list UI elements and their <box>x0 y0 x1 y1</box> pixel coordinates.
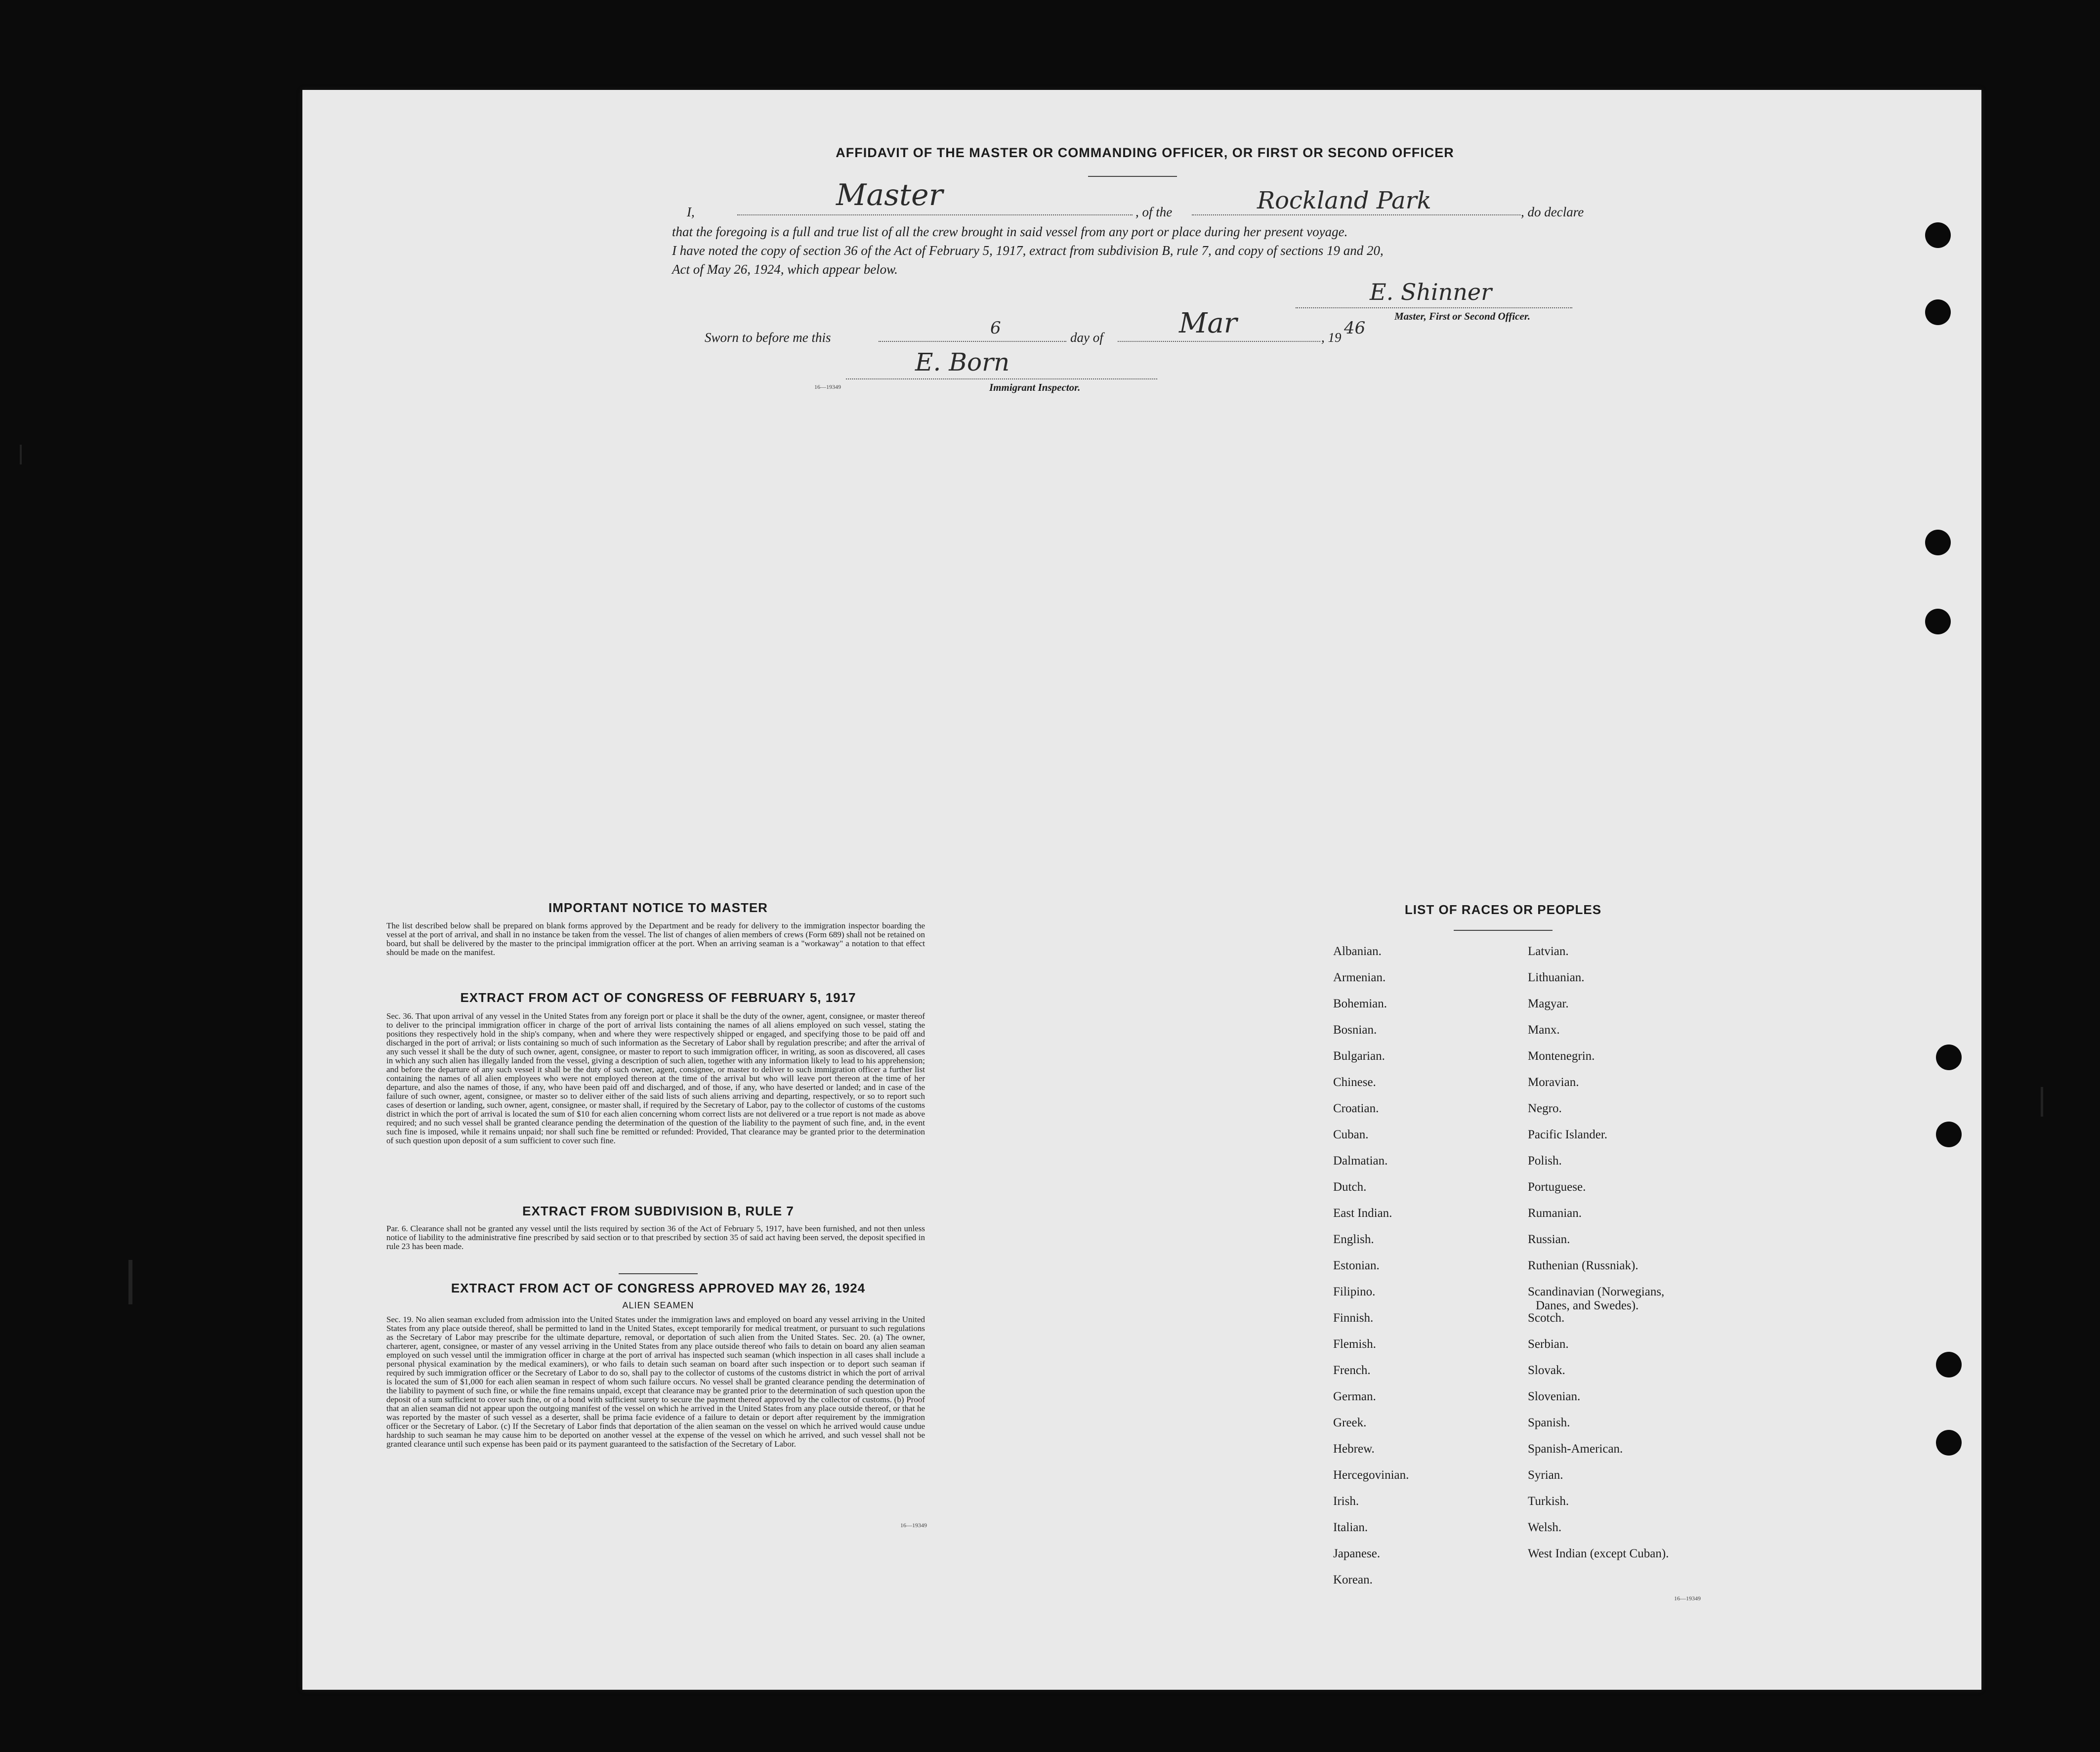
race-item: Syrian. <box>1528 1468 1563 1482</box>
sworn-day-of: day of <box>1070 330 1103 345</box>
race-item: Korean. <box>1333 1573 1373 1586</box>
signature-caption: Master, First or Second Officer. <box>1394 310 1530 322</box>
punch-hole <box>1925 299 1951 325</box>
race-item: Filipino. <box>1333 1285 1376 1298</box>
month-blank <box>1118 341 1320 342</box>
affidavit-of-the: , of the <box>1135 205 1173 219</box>
race-item: Montenegrin. <box>1528 1049 1595 1063</box>
race-item: Chinese. <box>1333 1076 1376 1089</box>
handwritten-signature: E. Shinner <box>1370 279 1492 305</box>
punch-hole <box>1936 1352 1962 1377</box>
race-item: Irish. <box>1333 1495 1359 1508</box>
race-item: Albanian. <box>1333 945 1382 958</box>
affidavit-line2: that the foregoing is a full and true list of all the crew brought in said vessel from any port or place during her present voyage. <box>672 224 1348 239</box>
day-blank <box>879 341 1066 342</box>
race-item: Latvian. <box>1528 945 1569 958</box>
vessel-blank <box>1192 214 1520 215</box>
race-item: Lithuanian. <box>1528 971 1585 984</box>
form-number: 16—19349 <box>814 383 841 390</box>
sworn-prefix: Sworn to before me this <box>705 330 831 345</box>
notice-title: IMPORTANT NOTICE TO MASTER <box>548 900 768 915</box>
race-item: French. <box>1333 1364 1371 1377</box>
race-item: Negro. <box>1528 1102 1562 1115</box>
handwritten-name: Master <box>836 178 943 212</box>
race-item: Russian. <box>1528 1233 1570 1246</box>
alien-seamen-subtitle: ALIEN SEAMEN <box>622 1300 694 1310</box>
race-item: Slovak. <box>1528 1364 1565 1377</box>
race-item: West Indian (except Cuban). <box>1528 1547 1669 1560</box>
punch-hole <box>1925 530 1951 555</box>
race-item: Flemish. <box>1333 1337 1376 1351</box>
race-item: Greek. <box>1333 1416 1367 1429</box>
handwritten-year: 46 <box>1344 318 1366 338</box>
race-item: Danes, and Swedes). <box>1536 1299 1639 1312</box>
race-item: Hebrew. <box>1333 1442 1375 1456</box>
notice-text: The list described below shall be prepared on blank forms approved by the Department and be ready for delivery to the immigration inspector boarding the vessel at the port of arrival, and shall in no instance be taken from the vessel. The list of changes of alien members of crews (Form 689) shall not be retained on board, but shall be delivered by the master to the principal immigration officer at the port. When an arriving seaman is a "workaway" a notation to that effect should be made on the manifest. <box>386 921 925 957</box>
race-item: Croatian. <box>1333 1102 1379 1115</box>
race-item: Japanese. <box>1333 1547 1381 1560</box>
race-item: Ruthenian (Russniak). <box>1528 1259 1638 1272</box>
handwritten-vessel: Rockland Park <box>1257 187 1431 214</box>
handwritten-month: Mar <box>1179 307 1237 339</box>
extract-1924-text: Sec. 19. No alien seaman excluded from admission into the United States under the immigration laws and employed on board any vessel arriving in the United States from any place outside thereof, shall be permitted to land in the United States, except temporarily for medical treatment, or pursuant to such regulations as the Secretary of Labor may prescribe for the ultimate departure, removal, or deportation of such alien from the United States. Sec. 20. (a) The owner, charterer, agent, consignee, or master of any vessel arriving in the United States from any place outside thereof who fails to detain on board any alien seaman employed on such vessel until the immigration officer in charge at the port of arrival has inspected such seaman (which inspection in all cases shall include a personal physical examination by the medical examiners), or who fails to detain such seaman on board after such inspection or to deport such seaman if required by such immigration officer or the Secretary of Labor to do so, shall pay to the collector of customs of the customs district in which the port of arrival is located the sum of $1,000 for each alien seaman in respect of whom such failure occurs. No vessel shall be granted clearance pending the determination of the liability to payment of such fine, or while the fine remains unpaid, except that clearance may be granted prior to the determination of such question upon the deposit of a sum sufficient to cover such fine, or of a bond with sufficient surety to secure the payment thereof approved by the collector of customs. (b) Proof that an alien seaman did not appear upon the outgoing manifest of the vessel on which he arrived in the United States from any place outside thereof, or that he was reported by the master of such vessel as a deserter, shall be prima facie evidence of a failure to detain or deport after requirement by the immigration officer or the Secretary of Labor. (c) If the Secretary of Labor finds that deportation of the alien seaman on the vessel on which he arrived would cause undue hardship to such seaman he may cause him to be deported on another vessel at the expense of the vessel on which he arrived, and such vessel shall not be granted clearance until such expense has been paid or its payment guaranteed to the satisfaction of the Secretary of Labor. <box>386 1315 925 1449</box>
race-item: Polish. <box>1528 1154 1562 1168</box>
extract-1917-text: Sec. 36. That upon arrival of any vessel in the United States from any foreign port or place it shall be the duty of the owner, agent, consignee, or master thereof to deliver to the principal immigration officer in charge of the port of arrival lists containing the names of all aliens employed on such vessel, stating the positions they respectively hold in the ship's company, when and where they were respectively shipped or engaged, and specifying those to be paid off and discharged in the port of arrival; or lists containing so much of such information as the Secretary of Labor shall by regulation prescribe; and after the arrival of any such vessel it shall be the duty of such owner, agent, consignee, or master to report to such immigration officer, in writing, as soon as discovered, all cases in which any such alien has illegally landed from the vessel, giving a description of such alien, together with any information likely to lead to his apprehension; and before the departure of any such vessel it shall be the duty of such owner, agent, consignee, or master to deliver to such immigration officer a further list containing the names of all alien employees who were not employed thereon at the time of the arrival but who will leave port thereon at the time of her departure, and also the names of those, if any, who have been paid off and discharged, and of those, if any, who have deserted or landed; and in case of the failure of such owner, agent, consignee, or master so to deliver either of the said lists of such aliens arriving and departing, respectively, or so to report such cases of desertion or landing, such owner, agent, consignee, or master shall, if required by the Secretary of Labor, pay to the collector of customs of the customs district in which the port of arrival is located the sum of $10 for each alien concerning whom correct lists are not delivered or a true report is not made as above required; and no such vessel shall be granted clearance pending the determination of the question of the liability to the payment of such fine, and, in the event such fine is imposed, while it remains unpaid; nor shall such fine be remitted or refunded: Provided, That clearance may be granted prior to the determination of such question upon deposit of a sum sufficient to cover such fine. <box>386 1011 925 1145</box>
punch-hole <box>1925 222 1951 248</box>
signature-blank <box>1296 307 1572 308</box>
sworn-year-prefix: , 19 <box>1321 330 1342 345</box>
affidavit-title: AFFIDAVIT OF THE MASTER OR COMMANDING OFFICER, OR FIRST OR SECOND OFFICER <box>836 145 1454 160</box>
race-item: Spanish-American. <box>1528 1442 1623 1456</box>
extract-1917-title: EXTRACT FROM ACT OF CONGRESS OF FEBRUARY 5, 1917 <box>460 990 856 1005</box>
race-item: German. <box>1333 1390 1376 1403</box>
race-item: East Indian. <box>1333 1207 1392 1220</box>
title-rule <box>1088 176 1177 177</box>
form-number: 16—19349 <box>1674 1595 1701 1602</box>
extract-1924-title: EXTRACT FROM ACT OF CONGRESS APPROVED MAY 26, 1924 <box>451 1281 866 1295</box>
race-item: Bohemian. <box>1333 997 1387 1010</box>
race-item: Welsh. <box>1528 1521 1562 1534</box>
form-number: 16—19349 <box>900 1522 927 1529</box>
race-item: Dutch. <box>1333 1180 1367 1194</box>
race-item: Scandinavian (Norwegians, <box>1528 1285 1665 1298</box>
inspector-caption: Immigrant Inspector. <box>989 381 1081 393</box>
punch-hole <box>1936 1122 1962 1147</box>
race-item: Armenian. <box>1333 971 1386 984</box>
race-item: Italian. <box>1333 1521 1368 1534</box>
section-rule <box>619 1273 698 1274</box>
race-item: Pacific Islander. <box>1528 1128 1608 1141</box>
name-blank <box>737 214 1133 215</box>
inspector-blank <box>846 378 1157 379</box>
document-page <box>302 90 1981 1690</box>
race-item: Finnish. <box>1333 1311 1374 1325</box>
race-item: Hercegovinian. <box>1333 1468 1409 1482</box>
race-item: Manx. <box>1528 1023 1560 1037</box>
race-item: Cuban. <box>1333 1128 1369 1141</box>
race-item: Magyar. <box>1528 997 1569 1010</box>
scan-artifact <box>2041 1087 2043 1117</box>
punch-hole <box>1936 1044 1962 1070</box>
race-item: Portuguese. <box>1528 1180 1586 1194</box>
punch-hole <box>1925 609 1951 634</box>
race-item: Dalmatian. <box>1333 1154 1388 1168</box>
affidavit-line4: Act of May 26, 1924, which appear below. <box>672 262 898 277</box>
punch-hole <box>1936 1430 1962 1456</box>
handwritten-inspector: E. Born <box>915 348 1010 376</box>
races-rule <box>1454 930 1553 931</box>
race-item: Rumanian. <box>1528 1207 1582 1220</box>
affidavit-line1-suffix: , do declare <box>1521 205 1584 219</box>
rule7-text: Par. 6. Clearance shall not be granted any vessel until the lists required by section 36 of the Act of February 5, 1917, have been furnished, and not then unless notice of liability to the administrative fine prescribed by said section or to that prescribed by section 35 of said act having been served, the deposit specified in rule 23 has been made. <box>386 1224 925 1251</box>
race-item: Serbian. <box>1528 1337 1569 1351</box>
races-title: LIST OF RACES OR PEOPLES <box>1404 902 1602 917</box>
handwritten-day: 6 <box>990 318 1001 338</box>
race-item: Scotch. <box>1528 1311 1565 1325</box>
rule7-title: EXTRACT FROM SUBDIVISION B, RULE 7 <box>522 1204 794 1218</box>
race-item: Estonian. <box>1333 1259 1380 1272</box>
race-item: Spanish. <box>1528 1416 1570 1429</box>
race-item: Moravian. <box>1528 1076 1579 1089</box>
scan-artifact <box>20 445 22 464</box>
race-item: Bulgarian. <box>1333 1049 1385 1063</box>
affidavit-line3: I have noted the copy of section 36 of the Act of February 5, 1917, extract from subdivision B, rule 7, and copy of sections 19 and 20, <box>672 243 1384 258</box>
scan-artifact <box>128 1260 132 1304</box>
affidavit-line1-prefix: I, <box>687 205 695 219</box>
race-item: Slovenian. <box>1528 1390 1581 1403</box>
race-item: Turkish. <box>1528 1495 1569 1508</box>
race-item: English. <box>1333 1233 1374 1246</box>
race-item: Bosnian. <box>1333 1023 1377 1037</box>
